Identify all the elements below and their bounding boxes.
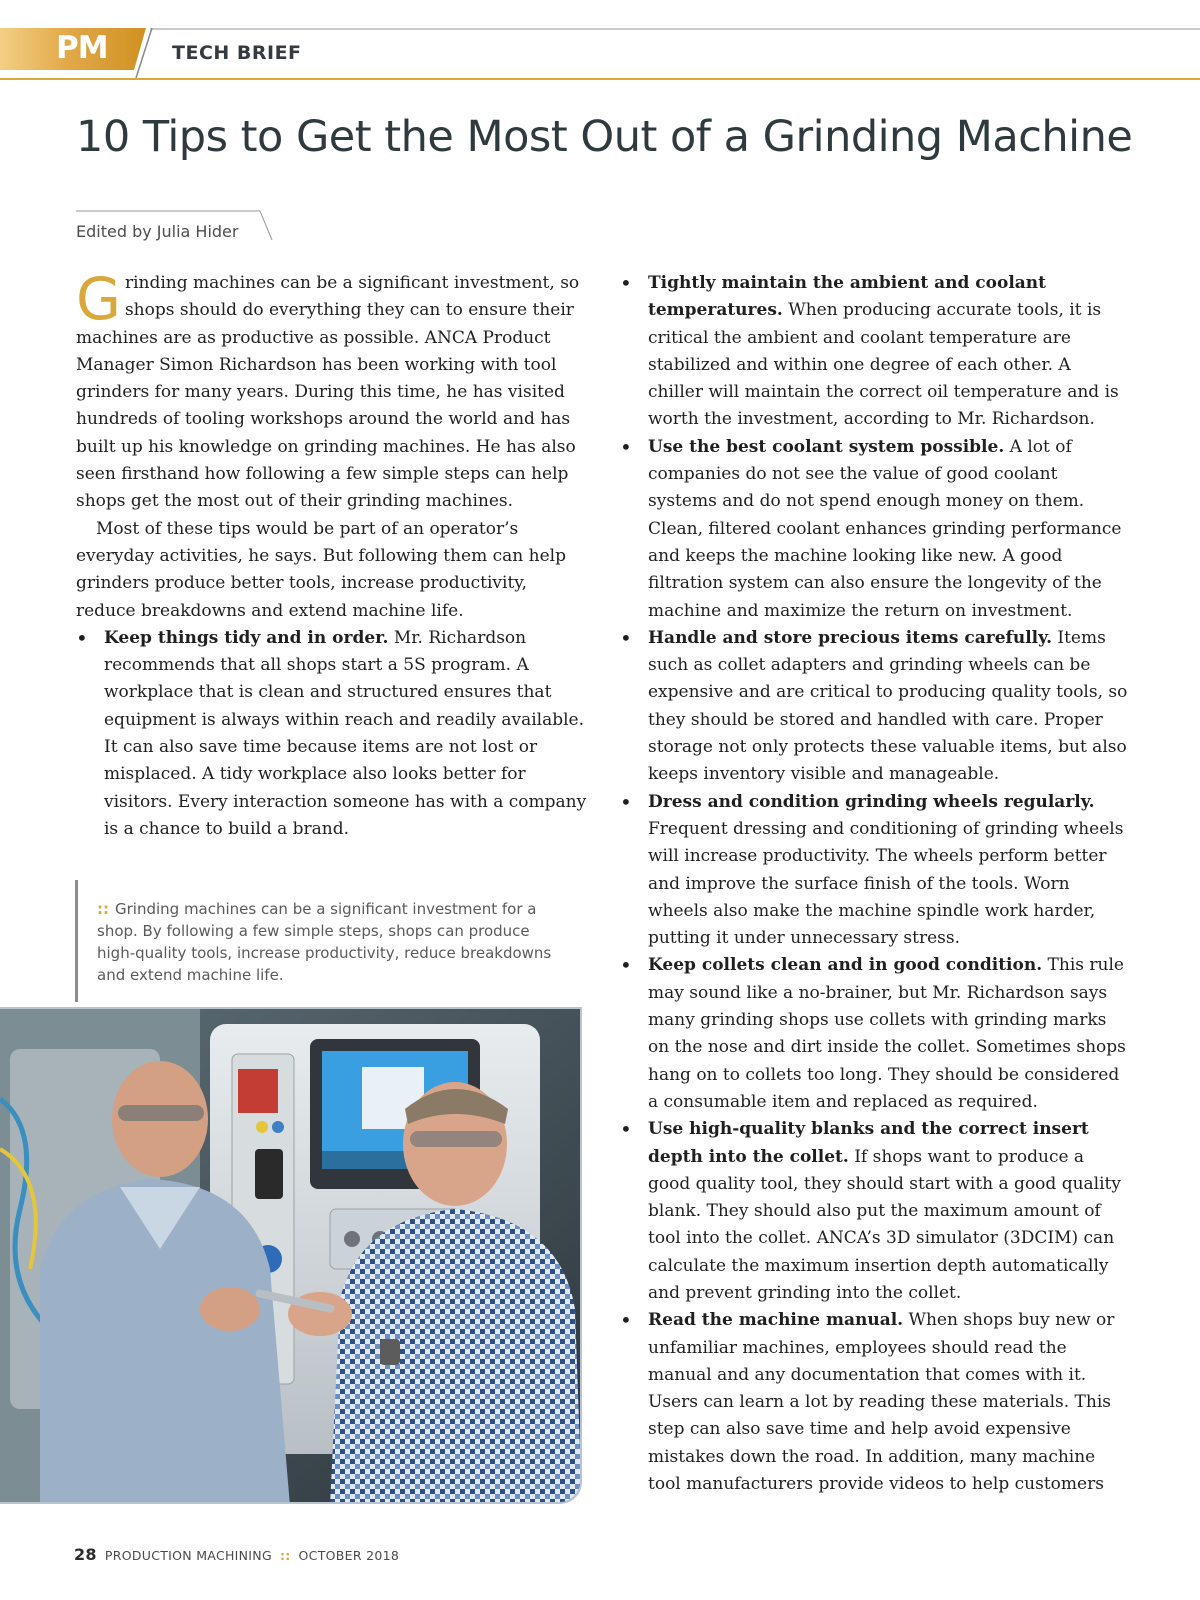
intro-paragraph [76,265,590,516]
tip-heading: Keep collets clean and in good condition. [648,955,1043,976]
tip-item [620,625,1128,789]
tip-text: When producing accurate tools, it is critical the ambient and coolant temperature are stabilized and within one degree of each other. A chiller will maintain the correct oil temperature and is worth the investment, according to Mr. Richardson. [648,300,1119,430]
tips-list-right [620,270,1128,1498]
pm-logo-block [0,28,150,70]
tip-heading: Keep things tidy and in order. [104,627,389,648]
right-column [620,270,1128,1498]
header-slash [132,26,154,80]
left-column [76,265,590,843]
issue-date: OCTOBER 2018 [298,1548,400,1563]
intro-text: rinding machines can be a significant investment, so shops should do everything they can to ensure their machines are as productive as possible. ANCA Product Manager Simon Richardson has been working with tool grinders for many years. During this time, he has visited hundreds of tooling workshops around the world and has built up his knowledge on grinding machines. He has also seen firsthand how following a few simple steps can help shops get the most out of their grinding machines. [76,273,580,512]
page-footer [74,1545,399,1564]
tip-heading: Handle and store precious items carefully. [648,627,1052,648]
byline: Edited by Julia Hider [76,222,239,241]
header-rule-bottom [0,78,1200,80]
tip-item [620,434,1128,625]
tip-heading: Read the machine manual. [648,1310,904,1331]
footer-separator: :: [279,1548,291,1563]
tips-list-left [76,625,590,843]
tip-heading: Use the best coolant system possible. [648,436,1005,457]
tip-item [620,1307,1128,1498]
tip-item [620,789,1128,953]
photo-illustration [0,1009,582,1504]
tip-item [620,1116,1128,1307]
section-label: TECH BRIEF [172,42,302,64]
pull-quote-text [97,898,557,986]
tip-text: If shops want to produce a good quality tool, they should start with a good quality blank. They should also put the maximum amount of tool into the collet. ANCA’s 3D simulator (3DCIM) can calculate the maximum insertion depth automatically and prevent grinding into the collet. [648,1146,1121,1303]
tip-item [620,952,1128,1116]
header-rule-top [150,28,1200,30]
tip-heading: Dress and condition grinding wheels regularly. [648,791,1095,812]
tip-heading: Use high-quality blanks and the correct insert depth into the collet. [648,1119,1089,1167]
second-paragraph: Most of these tips would be part of an operator’s everyday activities, he says. But following them can help grinders produce better tools, increase productivity, reduce breakdowns and extend machine life. [76,518,566,621]
article-photo [0,1007,582,1504]
tip-text: Items such as collet adapters and grinding wheels can be expensive and are critical to producing quality tools, so they should be stored and handled with care. Proper storage not only protects these valuable items, but also keeps inventory visible and manageable. [648,627,1128,785]
tip-text: When shops buy new or unfamiliar machines, employees should read the manual and any documentation that comes with it. Users can learn a lot by reading these materials. This step can also save time and help avoid expensive mistakes down the road. In addition, many machine tool manufacturers provide videos to help customers [648,1310,1115,1495]
tip-text: Frequent dressing and conditioning of grinding wheels will increase productivity. The wheels perform better and improve the surface finish of the tools. Worn wheels also make the machine spindle work harder, putting it under unnecessary stress. [648,818,1124,949]
tip-heading: Tightly maintain the ambient and coolant temperatures. [648,273,1047,321]
quote-marker: :: [97,900,109,918]
publication-name: PRODUCTION MACHINING [104,1548,272,1563]
pull-quote [75,880,568,1002]
page-header [0,26,1200,82]
tip-text: Mr. Richardson recommends that all shops start a 5S program. A workplace that is clean and structured ensures that equipment is always within reach and readily available. It can also save time because items are not lost or misplaced. A tidy workplace also looks better for visitors. Every interaction someone has with a company is a chance to build a brand. [104,627,587,839]
pull-quote-body: Grinding machines can be a significant investment for a shop. By following a few simple steps, shops can produce high-quality tools, increase productivity, reduce breakdowns and extend machine life. [97,900,552,984]
tip-text: This rule may sound like a no-brainer, but Mr. Richardson says many grinding shops use collets with grinding marks on the nose and dirt inside the collet. Sometimes shops hang on to collets too long. They should be considered a consumable item and replaced as required. [648,955,1126,1112]
tip-item [620,270,1128,434]
tip-text: A lot of companies do not see the value of good coolant systems and do not spend enough money on them. Clean, filtered coolant enhances grinding performance and keeps the machine looking like new. A good filtration system can also ensure the longevity of the machine and maximize the return on investment. [648,436,1122,621]
page-number: 28 [74,1545,97,1564]
drop-cap: G [76,265,121,333]
article-title: 10 Tips to Get the Most Out of a Grinding Machine [76,112,1133,162]
tip-item [76,625,590,843]
pm-logo: PM [56,30,108,66]
